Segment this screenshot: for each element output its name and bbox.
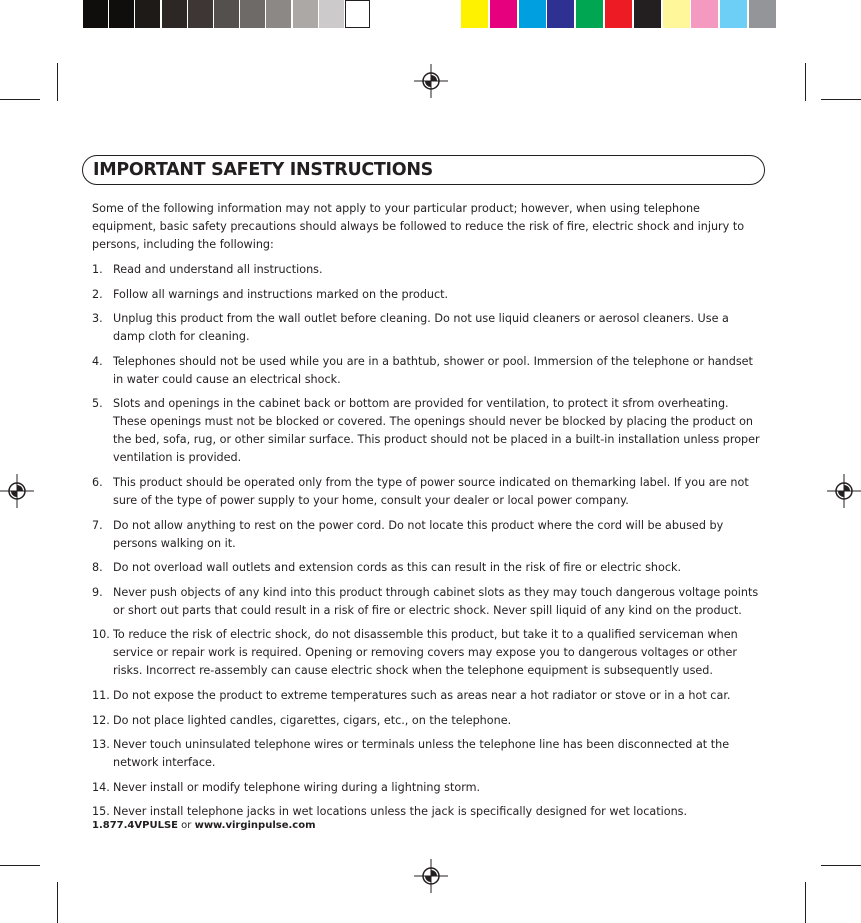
list-item [92,559,764,577]
list-item [92,712,764,730]
crop-mark [805,882,806,923]
list-item-text: Never install or modify telephone wiring during a lightning storm. [113,780,481,794]
list-item [92,803,764,821]
list-item-number: 6. [92,475,103,489]
list-item [92,474,764,510]
crop-mark [57,882,58,923]
list-item-number: 7. [92,518,103,532]
crop-mark [821,865,861,866]
color-swatch [162,0,187,28]
list-item-number: 1. [92,263,103,276]
list-item-number: 14. [92,780,110,794]
safety-instructions-list [92,261,764,828]
list-item-text: Never install telephone jacks in wet locations unless the jack is specifically designed for wet locations. [113,805,688,819]
color-swatch [214,0,239,28]
list-item [92,310,764,346]
list-item-number: 13. [92,738,110,752]
registration-mark-icon [414,859,448,893]
list-item-number: 4. [92,354,103,368]
color-swatch [345,0,370,28]
color-swatch [135,0,160,28]
list-item [92,626,764,680]
list-item-number: 8. [92,561,103,575]
footer-phone: 1.877.4VPULSE [92,820,178,831]
list-item [92,517,764,553]
crop-mark [57,63,58,101]
crop-mark [821,99,861,100]
color-swatch [720,0,747,28]
color-swatch [240,0,265,28]
color-swatch [83,0,108,28]
list-item-text: Do not overload wall outlets and extension cords as this can result in the risk of fire or electric shock. [113,561,682,575]
list-item-number: 5. [92,397,103,411]
list-item [92,395,764,467]
list-item-number: 15. [92,805,110,819]
color-swatch [109,0,134,28]
list-item-text: To reduce the risk of electric shock, do not disassemble this product, but take it to a qualified serviceman when service or repair work is required. Opening or removing covers may expose you to dangerous voltages or other risks. Incorrect re-assembly can cause electric shock when the telephone equipment is subsequently used. [113,628,738,678]
list-item-text: Unplug this product from the wall outlet before cleaning. Do not use liquid cleaners or aerosol cleaners. Use a damp cloth for cleaning. [113,312,729,344]
list-item-number: 10. [92,628,110,642]
list-item-text: Follow all warnings and instructions marked on the product. [113,287,449,301]
list-item [92,286,764,304]
crop-mark [805,63,806,101]
list-item-text: Do not place lighted candles, cigarettes, cigars, etc., on the telephone. [113,713,512,727]
intro-paragraph: Some of the following information may not apply to your particular product; however, when using telephone equipment, basic safety precautions should always be followed to reduce the risk of fire, electric shock and injury to persons, including the following: [92,202,745,251]
registration-mark-icon [0,474,34,508]
registration-mark-icon [414,64,448,98]
title-banner [82,155,765,185]
list-item [92,584,764,620]
color-swatch [266,0,291,28]
color-swatch [490,0,517,28]
list-item-text: Do not expose the product to extreme temperatures such as areas near a hot radiator or stove or in a hot car. [113,688,731,702]
color-swatch [691,0,718,28]
list-item-text: Do not allow anything to rest on the power cord. Do not locate this product where the cord will be abused by persons walking on it. [113,518,724,550]
list-item-number: 12. [92,713,110,727]
list-item-number: 9. [92,585,103,599]
list-item-number: 11. [92,688,110,702]
page-title: IMPORTANT SAFETY INSTRUCTIONS [93,160,433,180]
color-swatch [319,0,344,28]
color-swatch [663,0,690,28]
list-item [92,736,764,772]
list-item-number: 3. [92,312,103,326]
color-swatch [576,0,603,28]
list-item-number: 2. [92,287,103,301]
list-item-text: Telephones should not be used while you are in a bathtub, shower or pool. Immersion of the telephone or handset in water could cause an electrical shock. [113,354,753,386]
list-item-text: Never touch uninsulated telephone wires or terminals unless the telephone line has been disconnected at the network interface. [113,738,730,770]
color-swatch [293,0,318,28]
footer-website: www.virginpulse.com [194,820,316,831]
color-swatch [605,0,632,28]
crop-mark [0,99,40,100]
registration-mark-icon [827,474,861,508]
color-swatch [519,0,546,28]
footer-contact [92,820,316,831]
list-item [92,353,764,389]
list-item-text: Read and understand all instructions. [113,263,323,276]
list-item-text: Never push objects of any kind into this product through cabinet slots as they may touch dangerous voltage points or short out parts that could result in a risk of fire or electric shock. Never spill liquid of any kind on the product. [113,585,759,617]
list-item-text: Slots and openings in the cabinet back or bottom are provided for ventilation, to protect it sfrom overheating. These openings must not be blocked or covered. The openings should never be blocked by placing the product on the bed, sofa, rug, or other similar surface. This product should not be placed in a built-in installation unless proper ventilation is provided. [113,397,760,465]
color-swatch [188,0,213,28]
list-item [92,261,764,279]
color-swatch [547,0,574,28]
color-swatch [634,0,661,28]
list-item-text: This product should be operated only from the type of power source indicated on themarking label. If you are not sure of the type of power supply to your home, consult your dealer or local power company. [113,475,749,507]
color-swatch [461,0,488,28]
footer-or: or [177,820,195,831]
color-swatch [749,0,776,28]
list-item [92,687,764,705]
list-item [92,779,764,797]
crop-mark [0,865,40,866]
